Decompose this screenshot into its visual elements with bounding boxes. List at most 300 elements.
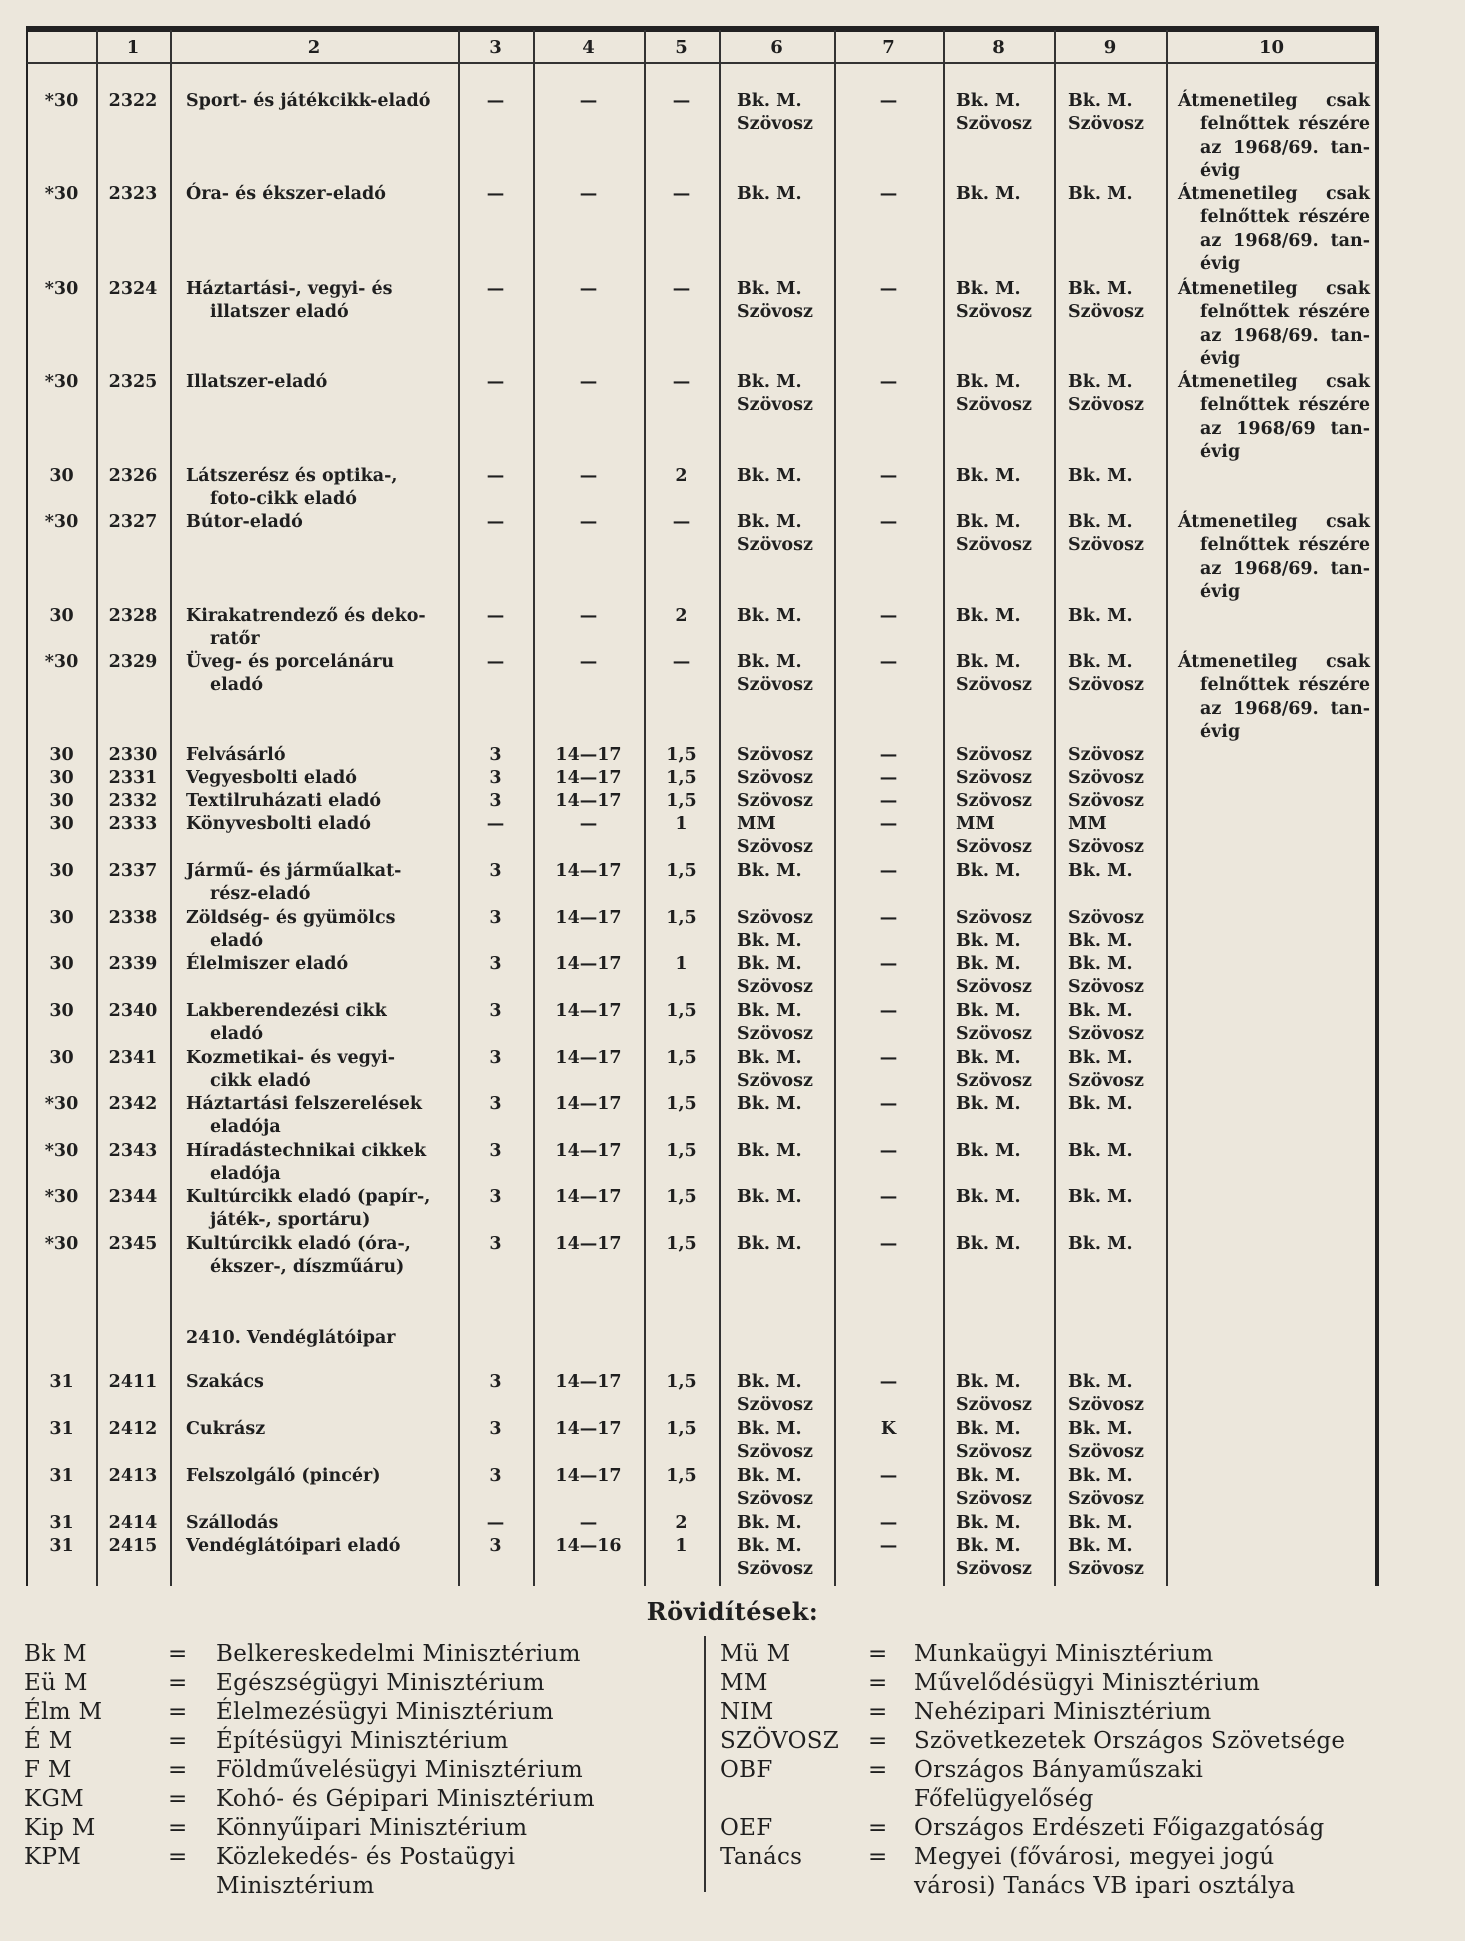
col9-authority: Bk. M. bbox=[1068, 1372, 1133, 1392]
occupation-name: Óra- és ékszer-eladó bbox=[186, 184, 386, 204]
col8-authority: Bk. M. bbox=[956, 931, 1021, 952]
occupation-name: Szakács bbox=[186, 1372, 264, 1392]
age-range: — bbox=[579, 184, 598, 204]
occupation-name: Kultúrcikk eladó (papír-, bbox=[186, 1187, 431, 1207]
col6-authority: Bk. M. bbox=[737, 861, 802, 881]
col9-authority: Szövosz bbox=[1068, 837, 1144, 858]
remark-text: évig bbox=[1200, 160, 1241, 181]
remark-text: felnőttek részére bbox=[1200, 395, 1370, 416]
col9-authority: Bk. M. bbox=[1068, 954, 1133, 974]
col7-value: — bbox=[879, 814, 898, 834]
remark-text: az 1968/69. tan- bbox=[1200, 698, 1370, 719]
col8-authority: Bk. M. bbox=[956, 1466, 1021, 1486]
column-header-10: 10 bbox=[1258, 37, 1285, 58]
col8-authority: Bk. M. bbox=[956, 372, 1021, 392]
occupation-name: cikk eladó bbox=[210, 1071, 311, 1092]
equals-sign: = bbox=[868, 1641, 888, 1667]
col3-value: 3 bbox=[489, 1187, 502, 1207]
sequence-number: *30 bbox=[44, 1094, 79, 1114]
occupation-name: Híradástechnikai cikkek bbox=[186, 1141, 427, 1161]
abbreviation-definition: városi) Tanács VB ipari osztálya bbox=[914, 1873, 1296, 1899]
col8-authority: Szövosz bbox=[956, 1559, 1032, 1580]
equals-sign: = bbox=[868, 1815, 888, 1841]
occupation-name: eladója bbox=[210, 1117, 281, 1138]
sequence-number: 31 bbox=[49, 1536, 74, 1556]
age-range: 14—16 bbox=[555, 1536, 622, 1556]
column-header-4: 4 bbox=[582, 37, 595, 58]
equals-sign: = bbox=[168, 1786, 188, 1812]
col8-authority: Bk. M. bbox=[956, 954, 1021, 974]
col5-value: 1,5 bbox=[666, 861, 697, 881]
col7-value: — bbox=[879, 91, 898, 111]
col9-authority: Bk. M. bbox=[1068, 1048, 1133, 1068]
col5-value: 2 bbox=[675, 466, 688, 486]
sequence-number: 30 bbox=[49, 954, 74, 974]
col6-authority: Bk. M. bbox=[737, 512, 802, 532]
col3-value: — bbox=[486, 606, 505, 626]
occupation-code: 2415 bbox=[108, 1536, 158, 1556]
remark-text: évig bbox=[1200, 441, 1241, 462]
col8-authority: Bk. M. bbox=[956, 1001, 1021, 1021]
occupation-code: 2329 bbox=[108, 652, 158, 672]
col3-value: 3 bbox=[489, 1001, 502, 1021]
col8-authority: Bk. M. bbox=[956, 1234, 1021, 1254]
abbreviation-definition: Nehézipari Minisztérium bbox=[914, 1699, 1212, 1725]
col8-authority: Szövosz bbox=[956, 1024, 1032, 1045]
col6-authority: Bk. M. bbox=[737, 1001, 802, 1021]
occupation-code: 2331 bbox=[108, 768, 158, 788]
col7-value: — bbox=[879, 1094, 898, 1114]
col9-authority: Szövosz bbox=[1068, 114, 1144, 135]
col5-value: 1 bbox=[675, 1536, 688, 1556]
age-range: — bbox=[579, 652, 598, 672]
col6-authority: Szövosz bbox=[737, 768, 813, 788]
col6-authority: Bk. M. bbox=[737, 1513, 802, 1533]
col5-value: 1,5 bbox=[666, 1372, 697, 1392]
age-range: — bbox=[579, 372, 598, 392]
occupation-name: eladó bbox=[210, 1024, 264, 1045]
column-header-3: 3 bbox=[489, 37, 502, 58]
age-range: 14—17 bbox=[555, 1094, 622, 1114]
col5-value: — bbox=[672, 279, 691, 299]
equals-sign: = bbox=[168, 1757, 188, 1783]
sequence-number: 30 bbox=[49, 861, 74, 881]
sequence-number: *30 bbox=[44, 512, 79, 532]
abbreviation-definition: Megyei (fővárosi, megyei jogú bbox=[914, 1844, 1275, 1870]
col6-authority: MM bbox=[737, 814, 776, 834]
occupation-name: Jármű- és járműalkat- bbox=[186, 861, 402, 881]
col9-authority: Bk. M. bbox=[1068, 931, 1133, 952]
col6-authority: Bk. M. bbox=[737, 1094, 802, 1114]
col9-authority: Bk. M. bbox=[1068, 466, 1133, 486]
col6-authority: Bk. M. bbox=[737, 1141, 802, 1161]
col6-authority: Szövosz bbox=[737, 837, 813, 858]
age-range: — bbox=[579, 606, 598, 626]
occupation-code: 2333 bbox=[108, 814, 158, 834]
col7-value: — bbox=[879, 1372, 898, 1392]
occupation-code: 2339 bbox=[108, 954, 158, 974]
col9-authority: Bk. M. bbox=[1068, 91, 1133, 111]
col7-value: — bbox=[879, 652, 898, 672]
col8-authority: Bk. M. bbox=[956, 184, 1021, 204]
col9-authority: Szövosz bbox=[1068, 1559, 1144, 1580]
col6-authority: Szövosz bbox=[737, 1559, 813, 1580]
col3-value: — bbox=[486, 512, 505, 532]
equals-sign: = bbox=[168, 1844, 188, 1870]
col5-value: 1,5 bbox=[666, 1141, 697, 1161]
occupation-code: 2341 bbox=[108, 1048, 158, 1068]
occupation-code: 2322 bbox=[108, 91, 158, 111]
col7-value: — bbox=[879, 861, 898, 881]
col7-value: — bbox=[879, 768, 898, 788]
occupation-code: 2340 bbox=[108, 1001, 158, 1021]
col8-authority: Bk. M. bbox=[956, 861, 1021, 881]
col9-authority: Szövosz bbox=[1068, 535, 1144, 556]
sequence-number: *30 bbox=[44, 372, 79, 392]
col6-authority: Bk. M. bbox=[737, 954, 802, 974]
age-range: 14—17 bbox=[555, 745, 622, 765]
occupation-name: Lakberendezési cikk bbox=[186, 1001, 387, 1021]
remark-text: Átmenetileg csak bbox=[1178, 184, 1370, 204]
col8-authority: Szövosz bbox=[956, 837, 1032, 858]
col6-authority: Szövosz bbox=[737, 977, 813, 998]
occupation-code: 2414 bbox=[108, 1513, 158, 1533]
abbreviation-term: OEF bbox=[720, 1815, 773, 1841]
col9-authority: Bk. M. bbox=[1068, 1513, 1133, 1533]
sequence-number: 30 bbox=[49, 768, 74, 788]
col7-value: — bbox=[879, 1001, 898, 1021]
age-range: 14—17 bbox=[555, 1001, 622, 1021]
col5-value: 1,5 bbox=[666, 1466, 697, 1486]
col7-value: — bbox=[879, 1187, 898, 1207]
col7-value: — bbox=[879, 512, 898, 532]
col6-authority: Bk. M. bbox=[737, 1048, 802, 1068]
col7-value: K bbox=[880, 1419, 897, 1439]
occupation-name: Zöldség- és gyümölcs bbox=[186, 908, 396, 928]
abbreviation-definition: Belkereskedelmi Minisztérium bbox=[216, 1641, 581, 1667]
col9-authority: Bk. M. bbox=[1068, 1234, 1133, 1254]
sequence-number: *30 bbox=[44, 1141, 79, 1161]
col6-authority: Bk. M. bbox=[737, 1372, 802, 1392]
sequence-number: 30 bbox=[49, 606, 74, 626]
col6-authority: Szövosz bbox=[737, 1395, 813, 1416]
occupation-name: eladója bbox=[210, 1164, 281, 1185]
col8-authority: Szövosz bbox=[956, 977, 1032, 998]
col5-value: — bbox=[672, 652, 691, 672]
abbreviation-term: Élm M bbox=[24, 1699, 103, 1725]
col8-authority: Szövosz bbox=[956, 768, 1032, 788]
col8-authority: Bk. M. bbox=[956, 279, 1021, 299]
col6-authority: Szövosz bbox=[737, 908, 813, 928]
occupation-name: ratőr bbox=[210, 629, 260, 650]
occupation-name: Illatszer-eladó bbox=[186, 372, 328, 392]
sequence-number: 30 bbox=[49, 1048, 74, 1068]
occupation-code: 2345 bbox=[108, 1234, 158, 1254]
sequence-number: *30 bbox=[44, 279, 79, 299]
remark-text: felnőttek részére bbox=[1200, 535, 1370, 556]
col3-value: — bbox=[486, 652, 505, 672]
abbreviation-definition: Közlekedés- és Postaügyi bbox=[216, 1844, 516, 1870]
col9-authority: Bk. M. bbox=[1068, 372, 1133, 392]
col6-authority: Szövosz bbox=[737, 114, 813, 135]
occupation-code: 2328 bbox=[108, 606, 158, 626]
occupation-name: Vegyesbolti eladó bbox=[186, 768, 357, 788]
occupation-name: Textilruházati eladó bbox=[186, 791, 382, 811]
occupation-code: 2413 bbox=[108, 1466, 158, 1486]
sequence-number: 30 bbox=[49, 745, 74, 765]
col7-value: — bbox=[879, 1536, 898, 1556]
occupation-name: Látszerész és optika-, bbox=[186, 466, 398, 486]
col5-value: 1,5 bbox=[666, 791, 697, 811]
col9-authority: Bk. M. bbox=[1068, 1466, 1133, 1486]
col6-authority: Bk. M. bbox=[737, 184, 802, 204]
occupation-code: 2338 bbox=[108, 908, 158, 928]
col3-value: 3 bbox=[489, 1234, 502, 1254]
col6-authority: Bk. M. bbox=[737, 1187, 802, 1207]
col3-value: 3 bbox=[489, 861, 502, 881]
column-header-8: 8 bbox=[992, 37, 1005, 58]
equals-sign: = bbox=[868, 1757, 888, 1783]
col7-value: — bbox=[879, 184, 898, 204]
age-range: 14—17 bbox=[555, 1141, 622, 1161]
col8-authority: Szövosz bbox=[956, 114, 1032, 135]
age-range: — bbox=[579, 466, 598, 486]
col7-value: — bbox=[879, 745, 898, 765]
remark-text: felnőttek részére bbox=[1200, 114, 1370, 135]
abbreviation-definition: Kohó- és Gépipari Minisztérium bbox=[216, 1786, 595, 1812]
equals-sign: = bbox=[168, 1641, 188, 1667]
col7-value: — bbox=[879, 954, 898, 974]
remark-text: Átmenetileg csak bbox=[1178, 372, 1370, 392]
column-divider bbox=[719, 30, 721, 1586]
col6-authority: Bk. M. bbox=[737, 1419, 802, 1439]
column-divider bbox=[170, 30, 172, 1586]
col7-value: — bbox=[879, 791, 898, 811]
equals-sign: = bbox=[168, 1815, 188, 1841]
col3-value: — bbox=[486, 372, 505, 392]
occupation-name: Kultúrcikk eladó (óra-, bbox=[186, 1234, 411, 1254]
col7-value: — bbox=[879, 606, 898, 626]
column-header-6: 6 bbox=[770, 37, 783, 58]
col6-authority: Bk. M. bbox=[737, 931, 802, 952]
col3-value: 3 bbox=[489, 1419, 502, 1439]
col9-authority: Bk. M. bbox=[1068, 861, 1133, 881]
occupation-code: 2325 bbox=[108, 372, 158, 392]
col9-authority: Bk. M. bbox=[1068, 1094, 1133, 1114]
col9-authority: Bk. M. bbox=[1068, 512, 1133, 532]
header-rule bbox=[27, 62, 1377, 64]
col8-authority: Szövosz bbox=[956, 1489, 1032, 1510]
remark-text: felnőttek részére bbox=[1200, 675, 1370, 696]
col3-value: 3 bbox=[489, 954, 502, 974]
col6-authority: Szövosz bbox=[737, 1489, 813, 1510]
col8-authority: Bk. M. bbox=[956, 1094, 1021, 1114]
col9-authority: Szövosz bbox=[1068, 1489, 1144, 1510]
abbreviation-definition: Minisztérium bbox=[216, 1873, 375, 1899]
abbreviation-term: Mü M bbox=[720, 1641, 791, 1667]
col3-value: 3 bbox=[489, 1141, 502, 1161]
col8-authority: Bk. M. bbox=[956, 466, 1021, 486]
col7-value: — bbox=[879, 279, 898, 299]
occupation-name: eladó bbox=[210, 931, 264, 952]
col6-authority: Szövosz bbox=[737, 535, 813, 556]
col9-authority: Szövosz bbox=[1068, 675, 1144, 696]
sequence-number: *30 bbox=[44, 652, 79, 672]
sequence-number: 30 bbox=[49, 1001, 74, 1021]
age-range: 14—17 bbox=[555, 1234, 622, 1254]
sequence-number: 30 bbox=[49, 908, 74, 928]
col6-authority: Szövosz bbox=[737, 1024, 813, 1045]
age-range: — bbox=[579, 279, 598, 299]
col8-authority: Bk. M. bbox=[956, 1513, 1021, 1533]
occupation-name: Üveg- és porcelánáru bbox=[186, 652, 395, 672]
sequence-number: 30 bbox=[49, 814, 74, 834]
col8-authority: Bk. M. bbox=[956, 91, 1021, 111]
col8-authority: Bk. M. bbox=[956, 1372, 1021, 1392]
occupation-code: 2330 bbox=[108, 745, 158, 765]
col6-authority: Szövosz bbox=[737, 302, 813, 323]
col6-authority: Bk. M. bbox=[737, 1234, 802, 1254]
age-range: — bbox=[579, 1513, 598, 1533]
abbreviation-term: NIM bbox=[720, 1699, 774, 1725]
occupation-name: foto-cikk eladó bbox=[210, 489, 357, 510]
abbreviation-term: Eü M bbox=[24, 1670, 88, 1696]
occupation-code: 2342 bbox=[108, 1094, 158, 1114]
occupation-code: 2344 bbox=[108, 1187, 158, 1207]
col7-value: — bbox=[879, 1141, 898, 1161]
col6-authority: Bk. M. bbox=[737, 1536, 802, 1556]
occupation-name: rész-eladó bbox=[210, 884, 311, 905]
col9-authority: Bk. M. bbox=[1068, 652, 1133, 672]
abbreviation-term: KGM bbox=[24, 1786, 85, 1812]
abbreviation-definition: Művelődésügyi Minisztérium bbox=[914, 1670, 1261, 1696]
sequence-number: 31 bbox=[49, 1372, 74, 1392]
col8-authority: Szövosz bbox=[956, 395, 1032, 416]
col9-authority: Bk. M. bbox=[1068, 1001, 1133, 1021]
col9-authority: Bk. M. bbox=[1068, 1536, 1133, 1556]
abbreviation-term: Kip M bbox=[24, 1815, 96, 1841]
col7-value: — bbox=[879, 372, 898, 392]
col5-value: 1,5 bbox=[666, 1001, 697, 1021]
occupation-name: Felvásárló bbox=[186, 745, 286, 765]
abbreviation-term: KPM bbox=[24, 1844, 82, 1870]
col8-authority: Bk. M. bbox=[956, 606, 1021, 626]
occupation-name: ékszer-, díszműáru) bbox=[210, 1257, 405, 1278]
col8-authority: Bk. M. bbox=[956, 652, 1021, 672]
occupation-code: 2337 bbox=[108, 861, 158, 881]
occupation-name: Cukrász bbox=[186, 1419, 266, 1439]
equals-sign: = bbox=[868, 1728, 888, 1754]
age-range: 14—17 bbox=[555, 1048, 622, 1068]
col3-value: 3 bbox=[489, 1372, 502, 1392]
abbreviation-definition: Földművelésügyi Minisztérium bbox=[216, 1757, 584, 1783]
occupation-code: 2324 bbox=[108, 279, 158, 299]
occupation-name: Sport- és játékcikk-eladó bbox=[186, 91, 431, 111]
sequence-number: *30 bbox=[44, 184, 79, 204]
col7-value: — bbox=[879, 1513, 898, 1533]
age-range: 14—17 bbox=[555, 1372, 622, 1392]
abbreviation-term: MM bbox=[720, 1670, 768, 1696]
col6-authority: Szövosz bbox=[737, 675, 813, 696]
col5-value: — bbox=[672, 91, 691, 111]
col3-value: 3 bbox=[489, 745, 502, 765]
occupation-name: Élelmiszer eladó bbox=[186, 954, 349, 974]
sequence-number: 31 bbox=[49, 1513, 74, 1533]
sequence-number: 30 bbox=[49, 791, 74, 811]
col5-value: 1,5 bbox=[666, 1187, 697, 1207]
col5-value: — bbox=[672, 184, 691, 204]
col5-value: 1,5 bbox=[666, 745, 697, 765]
col8-authority: Szövosz bbox=[956, 302, 1032, 323]
age-range: 14—17 bbox=[555, 954, 622, 974]
remark-text: Átmenetileg csak bbox=[1178, 512, 1370, 532]
equals-sign: = bbox=[168, 1728, 188, 1754]
occupation-name: Felszolgáló (pincér) bbox=[186, 1466, 381, 1486]
abbreviation-definition: Országos Bányaműszaki bbox=[914, 1757, 1204, 1783]
equals-sign: = bbox=[168, 1699, 188, 1725]
col3-value: — bbox=[486, 814, 505, 834]
sequence-number: 30 bbox=[49, 466, 74, 486]
col9-authority: Szövosz bbox=[1068, 768, 1144, 788]
occupation-name: eladó bbox=[210, 675, 264, 696]
sequence-number: *30 bbox=[44, 1234, 79, 1254]
age-range: 14—17 bbox=[555, 861, 622, 881]
col3-value: 3 bbox=[489, 768, 502, 788]
col3-value: — bbox=[486, 1513, 505, 1533]
col3-value: 3 bbox=[489, 1048, 502, 1068]
col8-authority: Szövosz bbox=[956, 1442, 1032, 1463]
col8-authority: Szövosz bbox=[956, 1395, 1032, 1416]
column-divider bbox=[96, 30, 98, 1586]
col9-authority: Bk. M. bbox=[1068, 1419, 1133, 1439]
occupation-code: 2327 bbox=[108, 512, 158, 532]
col5-value: — bbox=[672, 372, 691, 392]
col6-authority: Bk. M. bbox=[737, 606, 802, 626]
col8-authority: Bk. M. bbox=[956, 1187, 1021, 1207]
abbreviation-definition: Szövetkezetek Országos Szövetsége bbox=[914, 1728, 1346, 1754]
column-divider bbox=[834, 30, 836, 1586]
col9-authority: Szövosz bbox=[1068, 745, 1144, 765]
remark-text: évig bbox=[1200, 581, 1241, 602]
abbreviation-term: Tanács bbox=[720, 1844, 803, 1870]
column-divider bbox=[1054, 30, 1056, 1586]
sequence-number: 31 bbox=[49, 1466, 74, 1486]
col5-value: 1,5 bbox=[666, 1094, 697, 1114]
remark-text: az 1968/69. tan- bbox=[1200, 230, 1370, 251]
col6-authority: Szövosz bbox=[737, 791, 813, 811]
occupation-name: Kirakatrendező és deko- bbox=[186, 606, 426, 626]
age-range: — bbox=[579, 814, 598, 834]
column-divider bbox=[1166, 30, 1168, 1586]
age-range: — bbox=[579, 91, 598, 111]
col6-authority: Bk. M. bbox=[737, 91, 802, 111]
col5-value: — bbox=[672, 512, 691, 532]
col6-authority: Szövosz bbox=[737, 1442, 813, 1463]
occupation-name: Kozmetikai- és vegyi- bbox=[186, 1048, 395, 1068]
occupation-name: Vendéglátóipari eladó bbox=[186, 1536, 401, 1556]
abbreviation-definition: Élelmezésügyi Minisztérium bbox=[216, 1699, 554, 1725]
col6-authority: Szövosz bbox=[737, 1071, 813, 1092]
col3-value: — bbox=[486, 279, 505, 299]
abbreviation-term: É M bbox=[24, 1728, 73, 1754]
col5-value: 1,5 bbox=[666, 1234, 697, 1254]
section-heading: 2410. Vendéglátóipar bbox=[186, 1328, 396, 1348]
col7-value: — bbox=[879, 1466, 898, 1486]
col9-authority: Szövosz bbox=[1068, 791, 1144, 811]
col8-authority: Szövosz bbox=[956, 535, 1032, 556]
col6-authority: Bk. M. bbox=[737, 372, 802, 392]
col8-authority: MM bbox=[956, 814, 995, 834]
